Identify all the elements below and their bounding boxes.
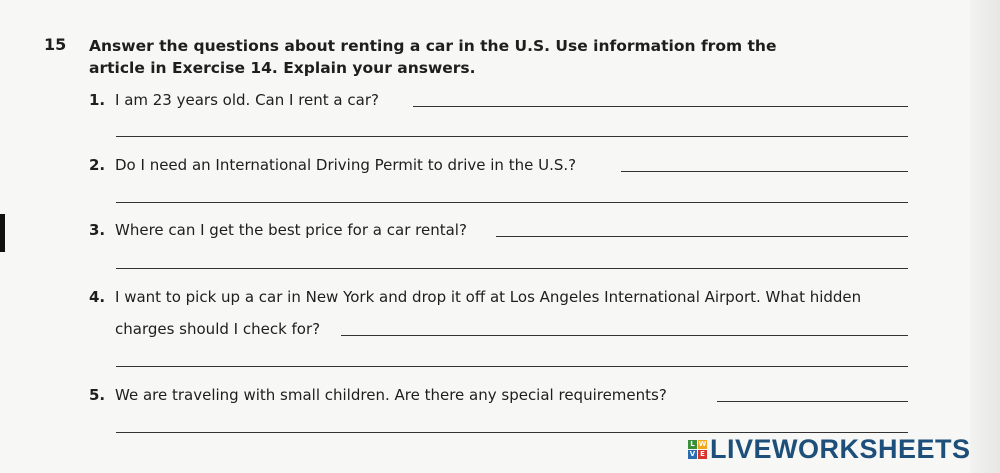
question-2-text: Do I need an International Driving Permit to drive in the U.S.?	[115, 156, 577, 174]
liveworksheets-logo	[688, 434, 971, 465]
answer-line-4b[interactable]	[116, 366, 908, 367]
logo-letter: E	[698, 450, 707, 459]
question-3-text: Where can I get the best price for a car rental?	[115, 221, 467, 239]
answer-line-4a[interactable]	[341, 335, 908, 336]
answer-line-1b[interactable]	[116, 136, 908, 137]
logo-letter: V	[689, 450, 696, 458]
exercise-instructions: Answer the questions about renting a car in the U.S. Use information from the article in Exercise 14. Explain your answers.	[89, 37, 777, 77]
answer-line-1a[interactable]	[413, 106, 908, 107]
question-4-text-continued: charges should I check for?	[115, 320, 321, 338]
question-4-text: I want to pick up a car in New York and drop it off at Los Angeles International Airport. What hidden	[115, 288, 862, 306]
question-4-number: 4.	[89, 288, 106, 306]
page-edge-shadow	[970, 0, 1000, 473]
logo-letter: W	[698, 440, 707, 448]
answer-line-2a[interactable]	[621, 171, 908, 172]
exercise-number: 15	[44, 35, 67, 54]
question-5-number: 5.	[89, 386, 106, 404]
answer-line-2b[interactable]	[116, 202, 908, 203]
answer-line-3b[interactable]	[116, 268, 908, 269]
brand-name: LIVEWORKSHEETS	[710, 434, 971, 464]
question-1-number: 1.	[89, 91, 106, 109]
question-5-text: We are traveling with small children. Are there any special requirements?	[115, 386, 667, 404]
answer-line-5b[interactable]	[116, 432, 908, 433]
answer-line-3a[interactable]	[496, 236, 908, 237]
question-1-text: I am 23 years old. Can I rent a car?	[115, 91, 379, 109]
logo-letter: L	[688, 440, 697, 449]
question-3-number: 3.	[89, 221, 106, 239]
answer-line-5a[interactable]	[717, 401, 908, 402]
left-edge-mark	[0, 214, 5, 252]
logo-grid-icon	[688, 440, 707, 459]
question-2-number: 2.	[89, 156, 106, 174]
